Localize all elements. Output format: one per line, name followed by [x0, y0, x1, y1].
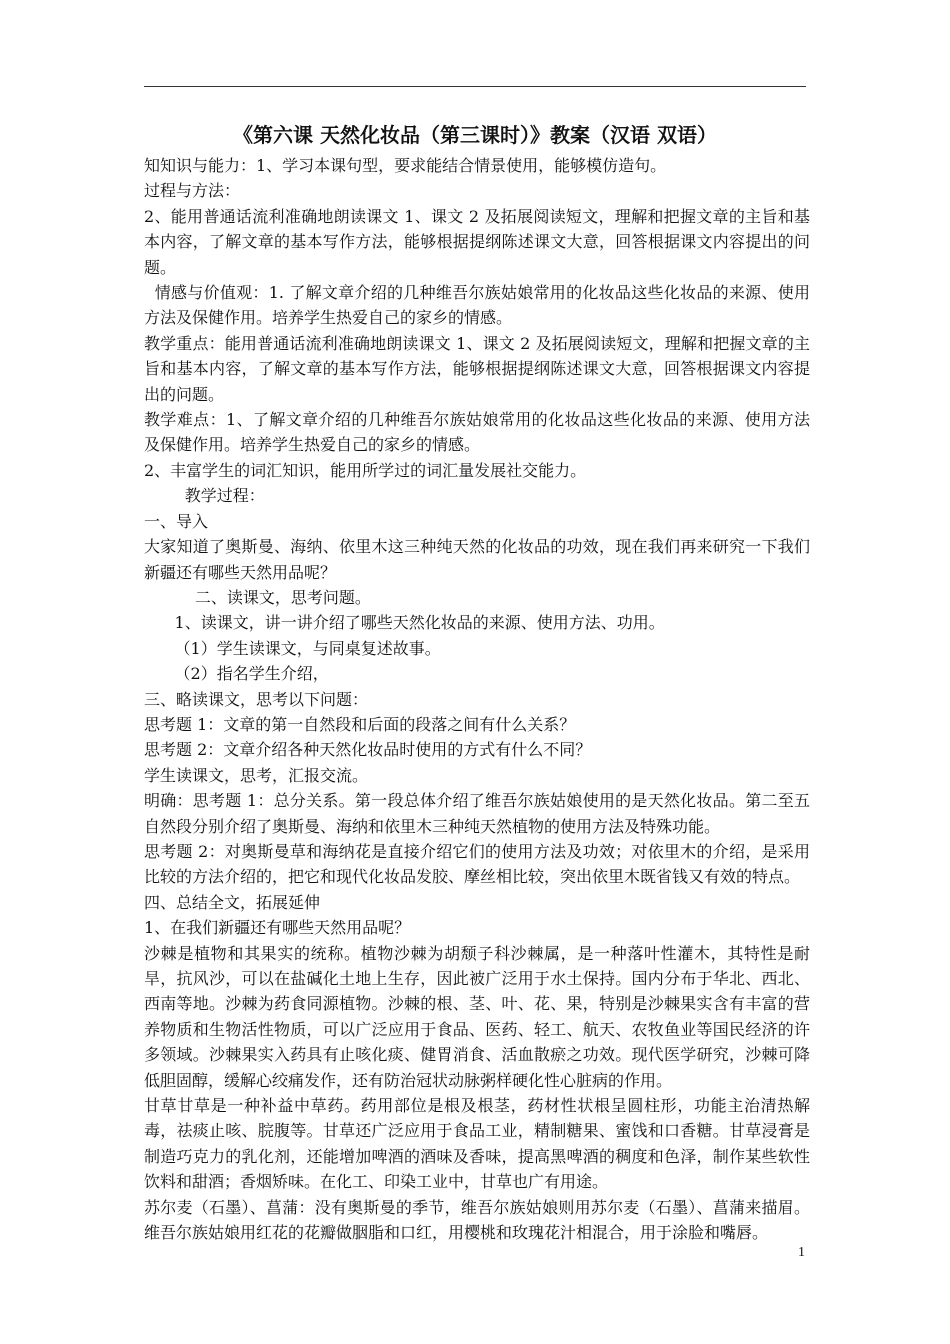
- paragraph: 知知识与能力：1、学习本课句型，要求能结合情景使用，能够模仿造句。: [144, 156, 667, 175]
- page-number: 1: [798, 1245, 805, 1260]
- paragraph: 学生读课文，思考，汇报交流。: [144, 765, 369, 785]
- paragraph: 2、能用普通话流利准确地朗读课文 1、课文 2 及拓展阅读短文，理解和把握文章的主旨和基本内容，了解文章的基本写作方法，能够根据提纲陈述课文大意，回答根据课文内容提出的问题。: [144, 206, 810, 277]
- paragraph: 1、读课文，讲一讲介绍了哪些天然化妆品的来源、使用方法、功用。: [144, 613, 665, 633]
- paragraph: 2、丰富学生的词汇知识，能用所学过的词汇量发展社交能力。: [144, 460, 587, 480]
- paragraph: 三、略读课文，思考以下问题：: [144, 689, 369, 709]
- paragraph: 苏尔麦（石墨）、菖蒲：没有奥斯曼的季节，维吾尔族姑娘则用苏尔麦（石墨）、菖蒲来描眉。维吾尔族姑娘用红花的花瓣做胭脂和口红，用樱桃和玫瑰花汁相混合，用于涂脸和嘴唇。: [144, 1197, 810, 1243]
- paragraph: 一、导入: [144, 511, 209, 531]
- paragraph: 教学过程：: [144, 486, 265, 506]
- paragraph: 思考题 2：对奥斯曼草和海纳花是直接介绍它们的使用方法及功效；对依里木的介绍，是采用比较的方法介绍的，把它和现代化妆品发胶、摩丝相比较，突出依里木既省钱又有效的特点。: [144, 841, 810, 887]
- paragraph: 1、在我们新疆还有哪些天然用品呢？: [144, 918, 411, 938]
- paragraph: 沙棘是植物和其果实的统称。植物沙棘为胡颓子科沙棘属，是一种落叶性灌木，其特性是耐旱，抗风沙，可以在盐碱化土地上生存，因此被广泛用于水土保持。国内分布于华北、西北、西南等地。沙棘为药食同源植物。沙棘的根、茎、叶、花、果，特别是沙棘果实含有丰富的营养物质和生物活性物质，可以广泛应用于食品、医药、轻工、航天、农牧鱼业等国民经济的许多领域。沙棘果实入药具有止咳化痰、健胃消食、活血散瘀之功效。现代医学研究，沙棘可降低胆固醇，缓解心绞痛发作，还有防治冠状动脉粥样硬化性心脏病的作用。: [144, 943, 810, 1090]
- paragraph: （2）指名学生介绍，: [144, 664, 329, 684]
- paragraph: 二、读课文，思考问题。: [144, 587, 371, 607]
- paragraph: 教学难点：1、了解文章介绍的几种维吾尔族姑娘常用的化妆品这些化妆品的来源、使用方法及保健作用。培养学生热爱自己的家乡的情感。: [144, 410, 810, 455]
- paragraph: 情感与价值观：1. 了解文章介绍的几种维吾尔族姑娘常用的化妆品这些化妆品的来源、使用方法及保健作用。培养学生热爱自己的家乡的情感。: [144, 283, 810, 328]
- document-body: [144, 153, 810, 1245]
- paragraph: 思考题 2：文章介绍各种天然化妆品时使用的方式有什么不同？: [144, 740, 592, 760]
- paragraph: 大家知道了奥斯曼、海纳、依里木这三种纯天然的化妆品的功效，现在我们再来研究一下我们新疆还有哪些天然用品呢？: [144, 537, 810, 582]
- paragraph: 思考题 1：文章的第一自然段和后面的段落之间有什么关系？: [144, 714, 576, 734]
- paragraph: 四、总结全文，拓展延伸: [144, 892, 321, 912]
- document-title: 《第六课 天然化妆品（第三课时）》教案（汉语 双语）: [233, 123, 717, 147]
- paragraph: （1）学生读课文，与同桌复述故事。: [144, 638, 441, 658]
- paragraph: 过程与方法：: [144, 181, 241, 201]
- header-rule: [144, 86, 806, 87]
- paragraph: 教学重点：能用普通话流利准确地朗读课文 1、课文 2 及拓展阅读短文，理解和把握文章的主旨和基本内容，了解文章的基本写作方法，能够根据提纲陈述课文大意，回答根据课文内容提出的问题。: [144, 333, 810, 404]
- paragraph: 明确：思考题 1：总分关系。第一段总体介绍了维吾尔族姑娘使用的是天然化妆品。第二至五自然段分别介绍了奥斯曼、海纳和依里木三种纯天然植物的使用方法及特殊功能。: [144, 791, 810, 836]
- paragraph: 甘草甘草是一种补益中草药。药用部位是根及根茎，药材性状根呈圆柱形，功能主治清热解毒，祛痰止咳、脘腹等。甘草还广泛应用于食品工业，精制糖果、蜜饯和口香糖。甘草浸膏是制造巧克力的乳化剂，还能增加啤酒的酒味及香味，提高黑啤酒的稠度和色泽，制作某些软性饮料和甜酒；香烟矫味。在化工、印染工业中，甘草也广有用途。: [144, 1096, 810, 1192]
